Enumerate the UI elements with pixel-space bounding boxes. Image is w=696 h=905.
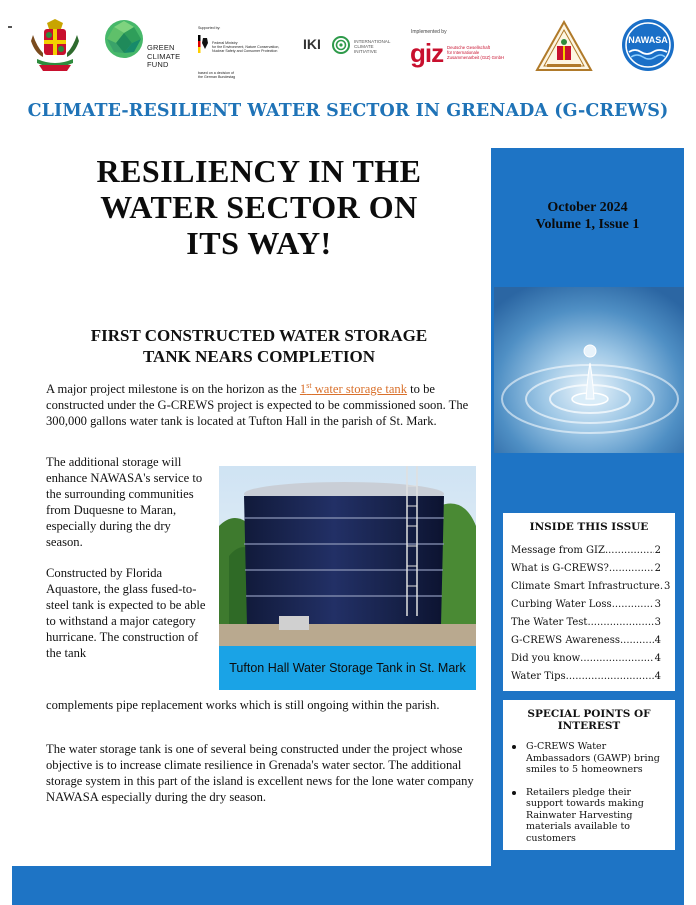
article-title-line: FIRST CONSTRUCTED WATER STORAGE [90, 326, 428, 345]
article-paragraph-objective: The water storage tank is one of several being constructed under the project whose objective is to increase climate resilience in Grenada's water sector. The additional storage system in this part of the island is excellent news for the lone water company NAWASA especially during the dry season. [46, 742, 474, 804]
special-point-item [512, 787, 664, 845]
toc-page: 4 [654, 653, 661, 664]
article-title-line: TANK NEARS COMPLETION [142, 347, 376, 366]
dash-mark [8, 26, 12, 28]
intro-text-end: to be constructed under the G-CREWS project is expected to be commissioned soon. The 300,000 gallons water tank is located at Tufton Hall in the parish of St. Mark. [46, 382, 469, 428]
giz-wordmark: giz [410, 38, 444, 68]
toc-item[interactable] [511, 581, 671, 599]
inside-this-issue-title: INSIDE THIS ISSUE [529, 521, 649, 533]
link-text: water storage tank [311, 382, 408, 397]
gcf-line: GREEN [147, 43, 175, 52]
bullet-icon [512, 791, 516, 795]
german-eagle-icon [198, 35, 209, 53]
toc-item[interactable] [511, 635, 661, 653]
project-title: CLIMATE-RESILIENT WATER SECTOR IN GRENADA (G-CREWS) [27, 101, 669, 121]
toc-dots [612, 599, 654, 617]
ministry-seal-logo [535, 20, 593, 72]
toc-page: 2 [654, 563, 661, 574]
toc-dots [620, 635, 654, 653]
article-title [40, 325, 478, 367]
toc-item[interactable] [511, 545, 661, 563]
article-paragraph-storage: The additional storage will enhance NAWASA's service to the surrounding communities from Duquesne to Maran, especially during the dry season. [46, 455, 203, 549]
toc-label: Water Tips [511, 671, 566, 682]
water-storage-tank-photo [219, 466, 476, 646]
iki-globe-icon [332, 36, 350, 54]
issue-info [491, 199, 684, 233]
grenada-coat-of-arms-logo [27, 17, 83, 73]
tank-photo-caption: Tufton Hall Water Storage Tank in St. Mark [219, 646, 476, 690]
toc-dots [580, 653, 653, 671]
toc-label: Climate Smart Infrastructure. [511, 581, 664, 592]
special-point-item [512, 741, 664, 776]
toc-dots [566, 671, 654, 689]
giz-line: für Internationale [447, 50, 480, 55]
special-point-text: G-CREWS Water Ambassadors (GAWP) bring smiles to 5 homeowners [526, 741, 660, 775]
toc-item[interactable] [511, 653, 661, 671]
green-climate-fund-logo [104, 19, 144, 59]
bmu-decision-text [198, 71, 235, 79]
toc-page: 4 [654, 635, 661, 646]
gcf-wordmark [147, 44, 180, 70]
water-storage-tank-link[interactable] [300, 382, 407, 396]
toc-item[interactable] [511, 671, 661, 689]
bmu-supported-label: Supported by: [198, 26, 221, 30]
headline-line: ITS WAY! [186, 225, 332, 261]
iki-line: CLIMATE [354, 44, 374, 50]
giz-implemented-label: Implemented by [411, 29, 447, 35]
bmu-line: Federal Ministry [212, 41, 238, 45]
footer-band [12, 866, 684, 905]
special-points-title: SPECIAL POINTS OF INTEREST [527, 708, 651, 732]
toc-item[interactable] [511, 599, 661, 617]
article-paragraph-construction: Constructed by Florida Aquastore, the glass fused-to-steel tank is expected to be able to withstand a major category hurricane. The construction of the tank [46, 566, 206, 660]
toc-label: Message from GIZ [511, 545, 605, 556]
headline-line: WATER SECTOR ON [100, 189, 418, 225]
toc-page: 3 [664, 581, 671, 592]
toc-label: Curbing Water Loss [511, 599, 612, 610]
gcf-line: CLIMATE [147, 51, 181, 61]
toc-page: 3 [654, 617, 661, 628]
article-paragraph-intro [46, 378, 476, 430]
bmu-decision-line: based on a decision of [198, 71, 234, 75]
gcf-line: FUND [147, 60, 169, 69]
article-left-column [46, 455, 208, 662]
link-number: 1 [299, 382, 307, 397]
article-paragraph-construction-cont: complements pipe replacement works which is still ongoing within the parish. [46, 698, 440, 712]
toc-label: What is G-CREWS? [511, 563, 609, 574]
bmu-decision-line: the German Bundestag [198, 75, 236, 80]
bmu-line: Nuclear Safety and Consumer Protection [212, 49, 278, 54]
table-of-contents [511, 545, 671, 689]
special-point-text: Retailers pledge their support towards making Rainwater Harvesting materials available to customers [526, 786, 644, 844]
toc-page: 3 [654, 599, 661, 610]
toc-label: G-CREWS Awareness [511, 635, 620, 646]
link-superscript: st [306, 381, 312, 390]
iki-wordmark: IKI [303, 36, 321, 52]
headline-line: RESILIENCY IN THE [96, 153, 422, 189]
bullet-icon [512, 745, 516, 749]
special-points-list [512, 741, 664, 855]
toc-dots [609, 563, 654, 581]
giz-line: Zusammenarbeit (GIZ) GmbH [447, 55, 505, 60]
toc-label: The Water Test [511, 617, 588, 628]
toc-item[interactable] [511, 617, 661, 635]
bmu-ministry-text [212, 41, 279, 54]
iki-line: INTERNATIONAL [354, 39, 391, 44]
issue-volume: Volume 1, Issue 1 [535, 217, 640, 232]
iki-line: INITIATIVE [354, 49, 377, 55]
bmu-line: for the Environment, Nature Conservation, [212, 45, 280, 50]
toc-dots [587, 617, 653, 635]
toc-page: 4 [654, 671, 661, 682]
toc-page: 2 [654, 545, 661, 556]
main-headline [40, 153, 478, 261]
toc-item[interactable] [511, 563, 661, 581]
giz-subtitle [447, 45, 504, 60]
giz-line: Deutsche Gesellschaft [447, 45, 490, 50]
partner-logos [0, 0, 696, 92]
issue-date: October 2024 [547, 200, 628, 215]
toc-label: Did you know [511, 653, 581, 664]
water-drop-photo [494, 287, 684, 453]
nawasa-logo [621, 18, 675, 72]
nawasa-wordmark: NAWASA [628, 35, 668, 45]
iki-subtitle [354, 39, 390, 55]
toc-dots [605, 545, 654, 563]
intro-text-start: A major project milestone is on the horizon as the [46, 382, 300, 397]
